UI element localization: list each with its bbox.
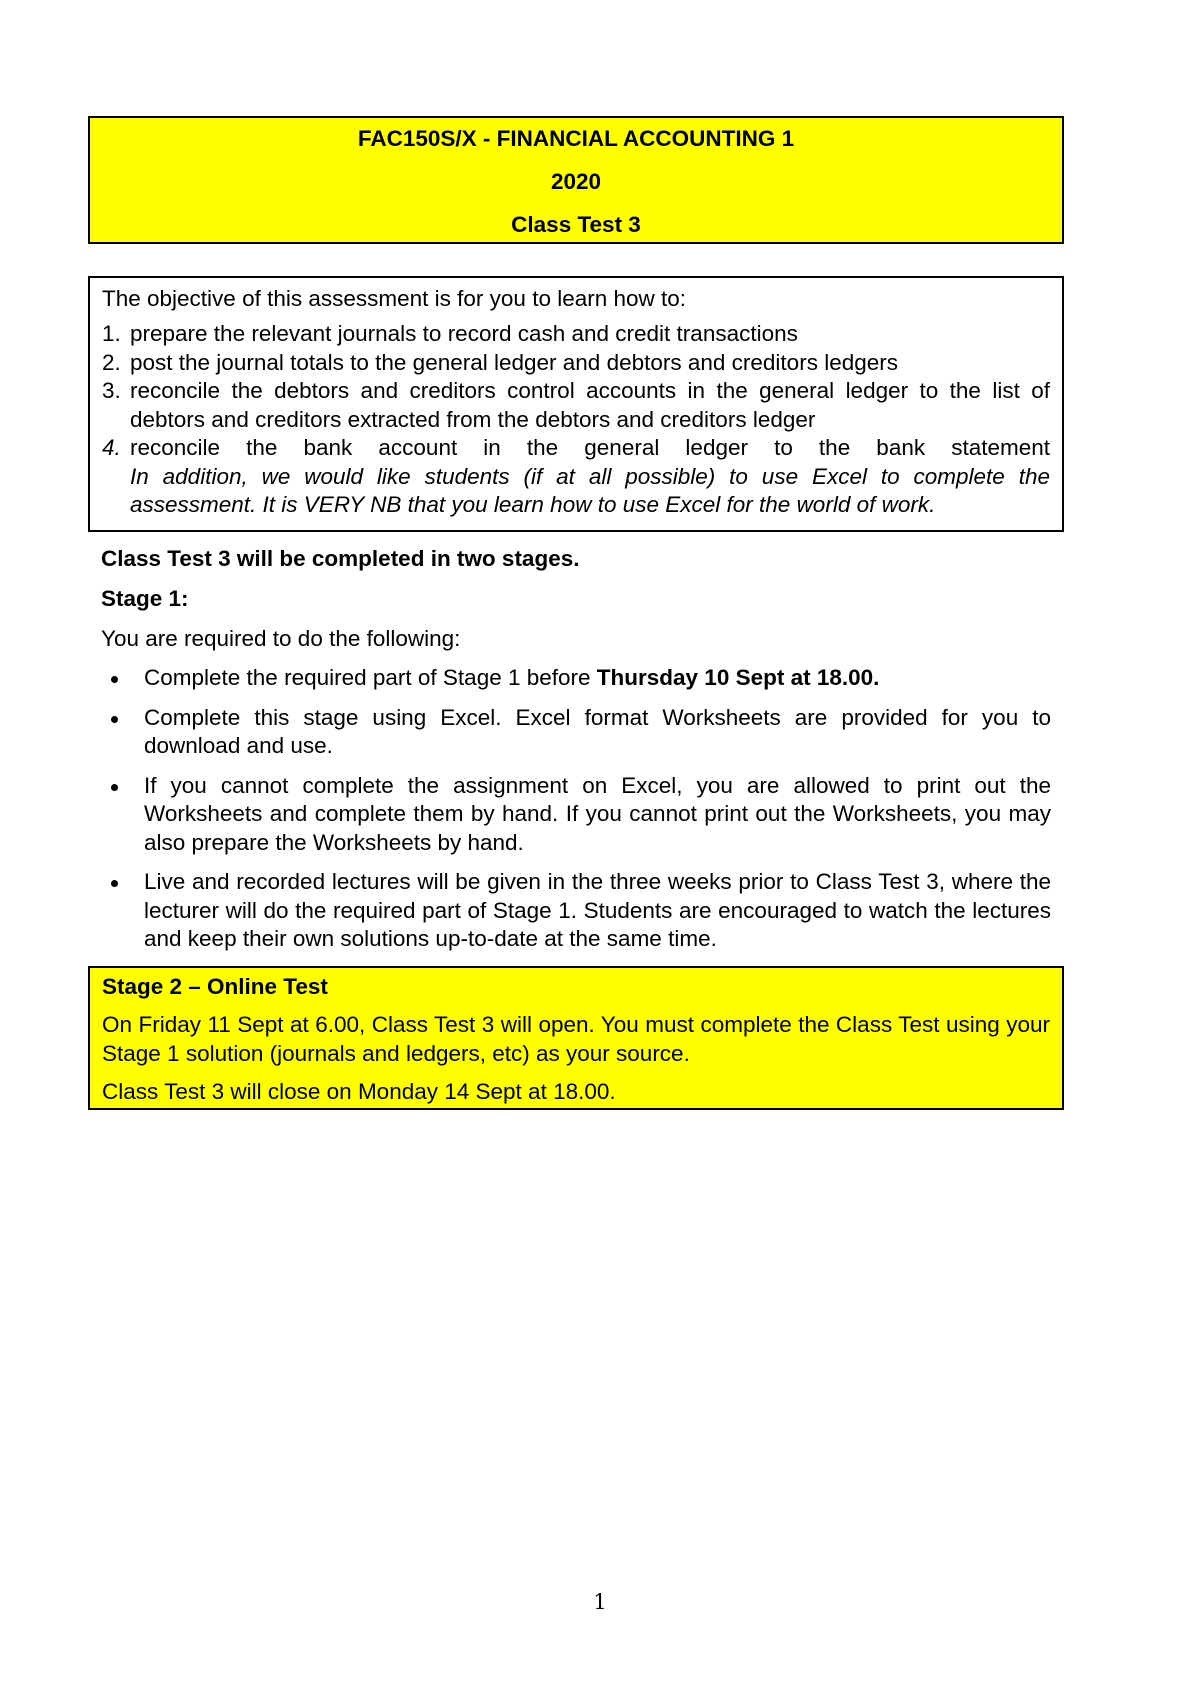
objective-list [102, 320, 1050, 520]
deadline-text: Thursday 10 Sept at 18.00. [596, 665, 880, 690]
bullet-text: If you cannot complete the assignment on Excel, you are allowed to print out the Worksheets and complete them by hand. If you cannot print out the Worksheets, you may also prepare the Worksheets by hand. [144, 772, 1051, 855]
objective-text: reconcile the bank account in the general ledger to the bank statement [130, 435, 1050, 460]
stage2-title: Stage 2 – Online Test [102, 974, 328, 999]
objective-text: reconcile the debtors and creditors control accounts in the general ledger to the list of debtors and creditors extracted from the debtors and creditors ledger [130, 378, 1050, 432]
objective-box [88, 276, 1064, 532]
objective-item [102, 349, 1050, 378]
stage1-title: Stage 1: [101, 586, 189, 611]
bullet-icon [111, 716, 118, 723]
objective-item [102, 377, 1050, 434]
bullet-text: Complete this stage using Excel. Excel format Worksheets are provided for you to download and use. [144, 704, 1051, 758]
bullet-text: Complete the required part of Stage 1 before [144, 665, 597, 690]
stage2-open-text: On Friday 11 Sept at 6.00, Class Test 3 will open. You must complete the Class Test using your Stage 1 solution (journals and ledgers, etc) as your source. [102, 1012, 1050, 1066]
excel-note: In addition, we would like students (if at all possible) to use Excel to complete the assessment. It is VERY NB that you learn how to use Excel for the world of work. [130, 463, 1050, 517]
stage2-close-text: Class Test 3 will close on Monday 14 Sept at 18.00. [102, 1079, 616, 1104]
objective-text: prepare the relevant journals to record cash and credit transactions [130, 321, 798, 346]
course-header-box [88, 116, 1064, 244]
course-year: 2020 [550, 169, 602, 194]
bullet-item [101, 704, 1051, 761]
objective-number: 4. [102, 435, 121, 460]
bullet-icon [111, 676, 118, 683]
two-stages-note: Class Test 3 will be completed in two stages. [101, 546, 580, 571]
stage1-section [101, 544, 1051, 954]
test-title: Class Test 3 [511, 212, 641, 237]
objective-item [102, 320, 1050, 349]
objective-number: 3. [102, 378, 121, 403]
objective-intro: The objective of this assessment is for you to learn how to: [102, 286, 687, 311]
bullet-item [101, 772, 1051, 858]
page-number: 1 [593, 1590, 607, 1614]
bullet-icon [111, 784, 118, 791]
objective-text: post the journal totals to the general ledger and debtors and creditors ledgers [130, 349, 898, 375]
bullet-icon [111, 880, 118, 887]
bullet-text: Live and recorded lectures will be given in the three weeks prior to Class Test 3, where the lecturer will do the required part of Stage 1. Students are encouraged to watch the lectures and keep their own solutions up-to-date at the same time. [144, 869, 1051, 951]
bullet-item [101, 868, 1051, 954]
stage1-requirement: You are required to do the following: [101, 626, 461, 651]
bullet-item [101, 664, 1051, 693]
stage2-box [88, 966, 1064, 1110]
objective-number: 2. [102, 349, 121, 375]
course-title: FAC150S/X - FINANCIAL ACCOUNTING 1 [357, 126, 795, 151]
stage1-bullets [101, 664, 1051, 954]
objective-item [102, 434, 1050, 520]
objective-number: 1. [102, 321, 121, 346]
